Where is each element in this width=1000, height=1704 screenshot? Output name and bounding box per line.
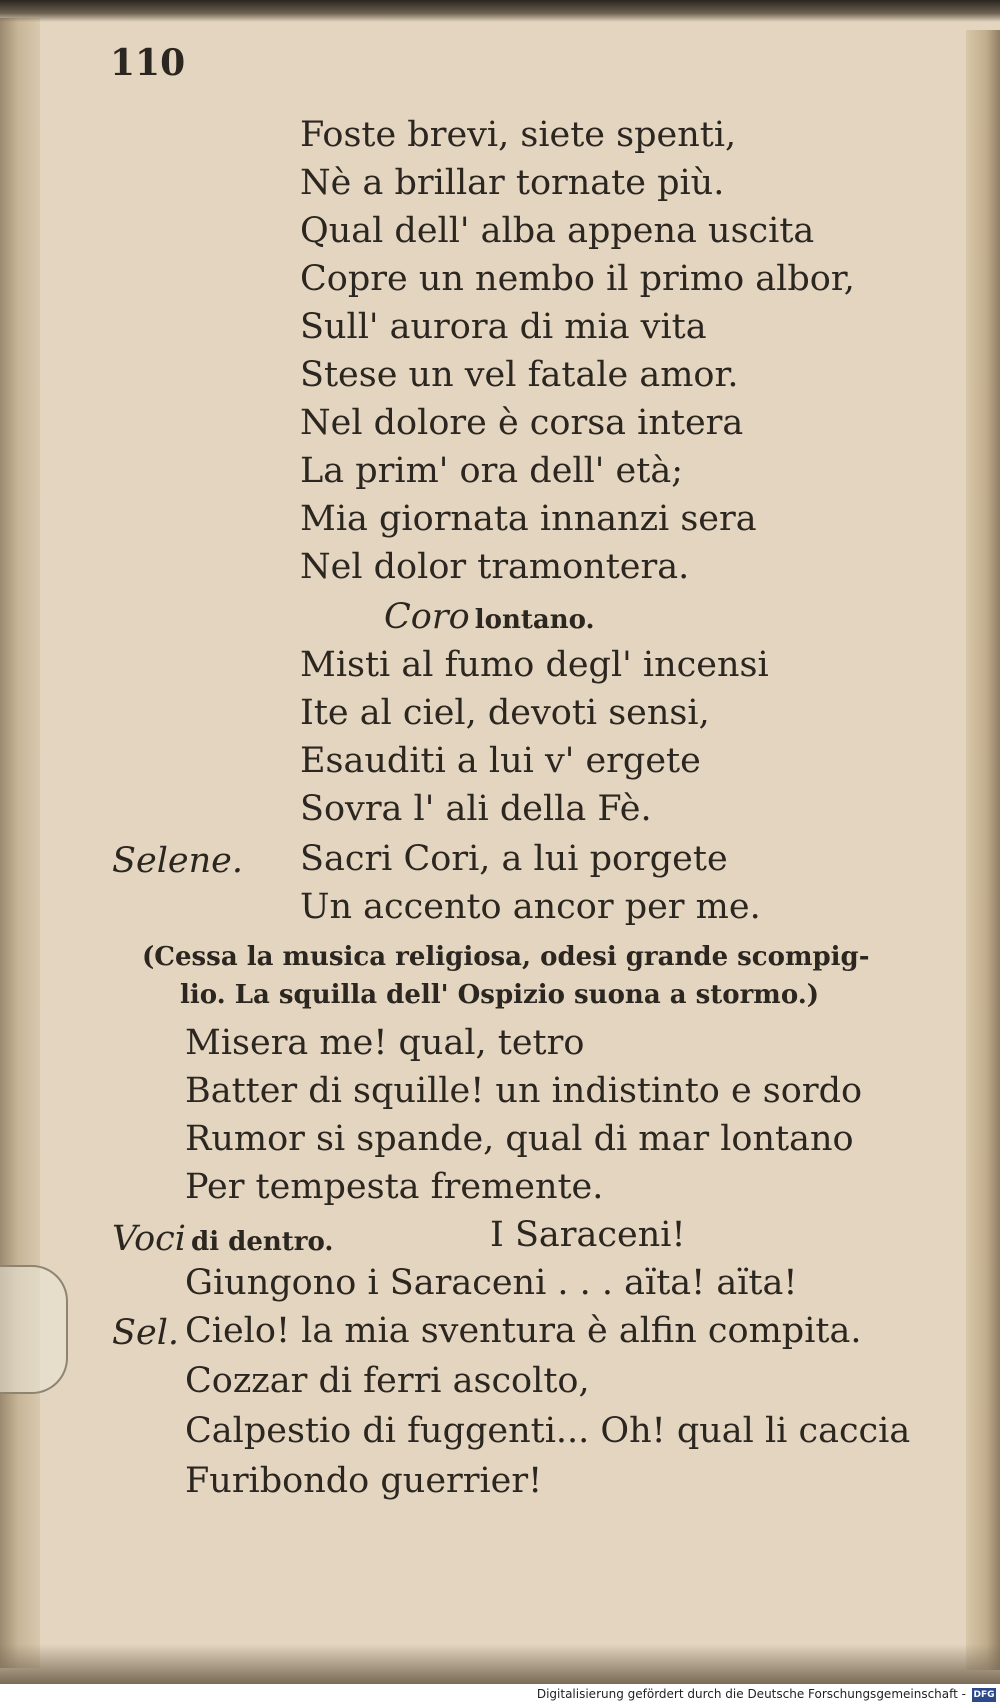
stage-direction-line: (Cessa la musica religiosa, odesi grande scompig- xyxy=(142,942,870,972)
page-edge xyxy=(966,30,1000,1670)
verse-line: Sacri Cori, a lui porgete xyxy=(300,839,728,879)
verse-line: Cozzar di ferri ascolto, xyxy=(185,1361,590,1401)
stage-direction xyxy=(384,597,595,637)
verse-line: Qual dell' alba appena uscita xyxy=(300,211,815,251)
verse-line: Ite al ciel, devoti sensi, xyxy=(300,693,710,733)
voci-note: di dentro. xyxy=(191,1227,334,1257)
bottom-shadow xyxy=(0,1644,1000,1684)
page-clip xyxy=(0,1265,68,1394)
book-spine xyxy=(0,18,40,1668)
stage-direction xyxy=(112,1219,334,1259)
verse-line: Misera me! qual, tetro xyxy=(185,1023,585,1063)
verse-line: Sovra l' ali della Fè. xyxy=(300,789,652,829)
verse-line: Foste brevi, siete spenti, xyxy=(300,115,737,155)
verse-line: Per tempesta fremente. xyxy=(185,1167,604,1207)
verse-line: Calpestio di fuggenti... Oh! qual li caccia xyxy=(185,1411,911,1451)
dfg-logo-icon: DFG xyxy=(973,1689,995,1700)
verse-line: Stese un vel fatale amor. xyxy=(300,355,739,395)
verse-line: Sull' aurora di mia vita xyxy=(300,307,707,347)
verse-line: La prim' ora dell' età; xyxy=(300,451,683,491)
verse-line: Esauditi a lui v' ergete xyxy=(300,741,701,781)
verse-line: Cielo! la mia sventura è alfin compita. xyxy=(185,1311,862,1351)
footer-text: Digitalisierung gefördert durch die Deutsche Forschungsgemeinschaft - xyxy=(536,1687,966,1701)
verse-line: Giungono i Saraceni . . . aïta! aïta! xyxy=(185,1263,798,1303)
verse-line: Nè a brillar tornate più. xyxy=(300,163,725,203)
verse-line: I Saraceni! xyxy=(490,1215,686,1255)
coro-note: lontano. xyxy=(474,605,595,635)
speaker-sel: Sel. xyxy=(112,1313,180,1353)
verse-line: Rumor si spande, qual di mar lontano xyxy=(185,1119,854,1159)
top-shadow xyxy=(0,0,1000,22)
digitization-footer xyxy=(0,1684,1000,1704)
page-number: 110 xyxy=(110,42,186,84)
verse-line: Nel dolor tramontera. xyxy=(300,547,690,587)
speaker-selene: Selene. xyxy=(112,841,243,881)
speaker-coro: Coro xyxy=(384,597,470,637)
verse-line: Batter di squille! un indistinto e sordo xyxy=(185,1071,863,1111)
verse-line: Copre un nembo il primo albor, xyxy=(300,259,855,299)
verse-line: Un accento ancor per me. xyxy=(300,887,761,927)
stage-direction-line: lio. La squilla dell' Ospizio suona a stormo.) xyxy=(180,980,820,1010)
verse-line: Nel dolore è corsa intera xyxy=(300,403,744,443)
speaker-voci: Voci xyxy=(112,1219,186,1259)
verse-line: Mia giornata innanzi sera xyxy=(300,499,757,539)
verse-line: Misti al fumo degl' incensi xyxy=(300,645,769,685)
verse-line: Furibondo guerrier! xyxy=(185,1461,543,1501)
